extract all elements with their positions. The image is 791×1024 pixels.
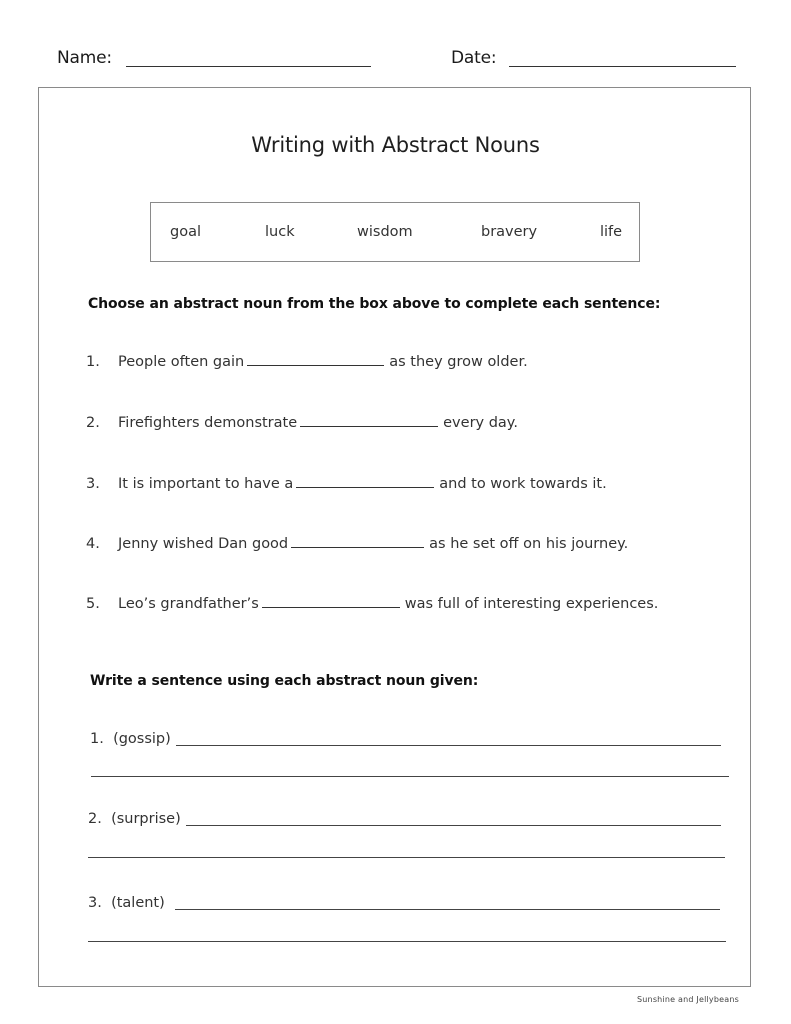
- question-row: [118, 415, 518, 431]
- prompt-number: 3.: [88, 895, 102, 911]
- answer-line[interactable]: [88, 857, 725, 858]
- prompt-number: 1.: [90, 731, 104, 747]
- question-number: 1.: [86, 354, 100, 370]
- question-text-before: Leo’s grandfather’s: [118, 596, 259, 612]
- prompt-noun: (surprise): [111, 811, 181, 827]
- date-field[interactable]: [509, 66, 736, 67]
- answer-line[interactable]: [88, 941, 726, 942]
- question-number: 3.: [86, 476, 100, 492]
- answer-line[interactable]: [175, 909, 720, 910]
- question-text-before: It is important to have a: [118, 476, 294, 492]
- prompt-noun: (gossip): [113, 731, 171, 747]
- answer-blank[interactable]: [300, 426, 438, 427]
- question-number: 4.: [86, 536, 100, 552]
- name-field[interactable]: [126, 66, 371, 67]
- footer-credit: Sunshine and Jellybeans: [637, 995, 740, 1004]
- question-row: [118, 536, 628, 552]
- word-bank-item: bravery: [481, 224, 538, 240]
- question-number: 5.: [86, 596, 100, 612]
- section2-instruction: Write a sentence using each abstract noun given:: [90, 673, 479, 689]
- word-bank-item: life: [600, 224, 623, 240]
- question-text-before: Jenny wished Dan good: [118, 536, 289, 552]
- prompt-noun: (talent): [111, 895, 165, 911]
- question-text-after: as they grow older.: [389, 354, 528, 370]
- question-row: [118, 354, 528, 370]
- answer-blank[interactable]: [262, 607, 400, 608]
- prompt-label: [88, 811, 181, 827]
- answer-line[interactable]: [186, 825, 721, 826]
- question-text-after: and to work towards it.: [439, 476, 607, 492]
- section1-instruction: Choose an abstract noun from the box above to complete each sentence:: [88, 296, 661, 312]
- prompt-number: 2.: [88, 811, 102, 827]
- prompt-label: [88, 895, 165, 911]
- word-bank-item: wisdom: [357, 224, 413, 240]
- name-label: Name:: [57, 48, 112, 68]
- question-text-before: Firefighters demonstrate: [118, 415, 298, 431]
- answer-blank[interactable]: [291, 547, 424, 548]
- question-text-after: as he set off on his journey.: [429, 536, 629, 552]
- word-bank-item: luck: [265, 224, 295, 240]
- question-row: [118, 596, 658, 612]
- question-text-before: People often gain: [118, 354, 245, 370]
- question-text-after: was full of interesting experiences.: [404, 596, 659, 612]
- word-bank-item: goal: [170, 224, 201, 240]
- answer-line[interactable]: [91, 776, 729, 777]
- answer-blank[interactable]: [296, 487, 434, 488]
- answer-line[interactable]: [176, 745, 721, 746]
- date-label: Date:: [451, 48, 497, 68]
- answer-blank[interactable]: [247, 365, 384, 366]
- question-text-after: every day.: [443, 415, 518, 431]
- question-row: [118, 476, 607, 492]
- prompt-label: [90, 731, 171, 747]
- question-number: 2.: [86, 415, 100, 431]
- worksheet-title: Writing with Abstract Nouns: [251, 133, 540, 157]
